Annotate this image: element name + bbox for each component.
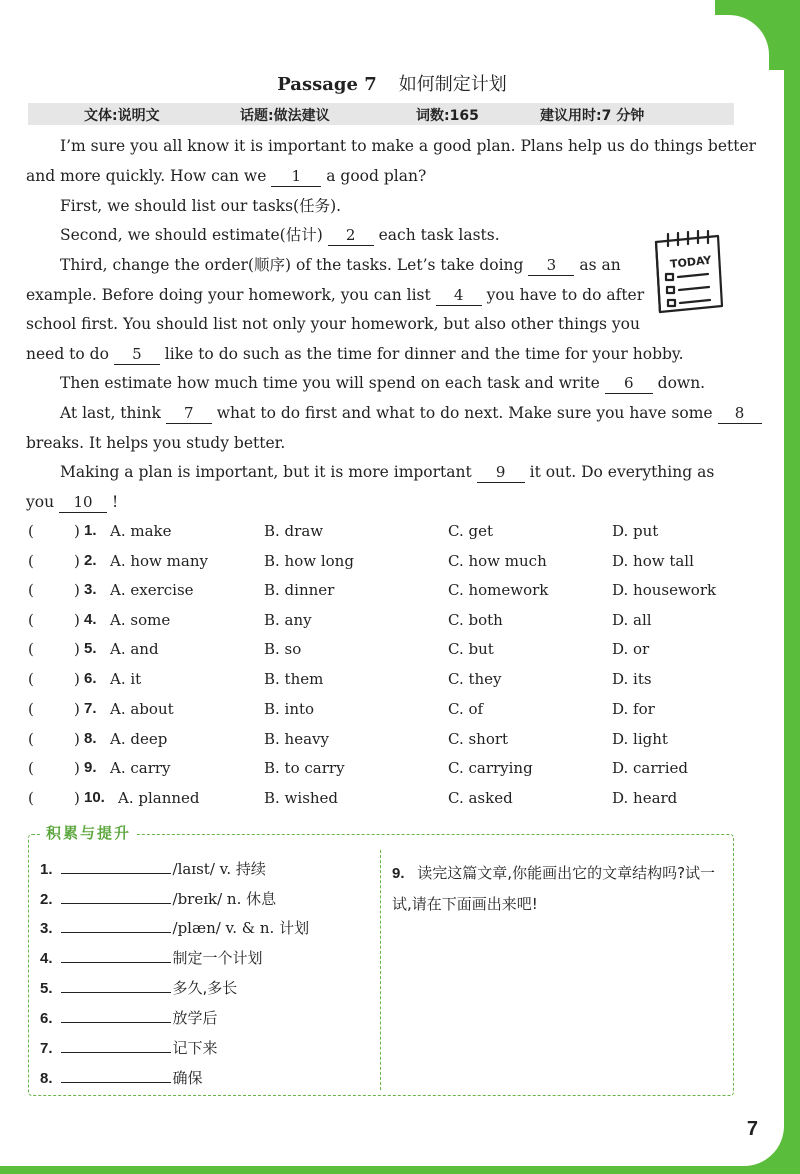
vocab-answer-blank[interactable] <box>61 1008 171 1023</box>
passage-line: breaks. It helps you study better. <box>26 434 286 452</box>
question-number: 5. <box>84 640 97 657</box>
vocab-prompt: 多久,多长 <box>172 979 238 997</box>
answer-paren-right: ) <box>74 670 80 688</box>
passage-line: First, we should list our tasks(任务). <box>60 197 342 215</box>
answer-paren-left[interactable]: ( <box>28 552 34 570</box>
option-d[interactable]: D. carried <box>612 759 688 777</box>
answer-paren-right: ) <box>74 581 80 599</box>
option-d[interactable]: D. or <box>612 640 650 658</box>
question-row <box>0 730 784 752</box>
vocab-row <box>40 1007 218 1028</box>
vocab-prompt: 记下来 <box>172 1039 218 1057</box>
question-number: 3. <box>84 581 97 598</box>
passage-line: you 10 ! <box>26 493 119 511</box>
question-number: 6. <box>84 670 97 687</box>
passage-number: Passage 7 <box>277 74 377 95</box>
question-number: 1. <box>84 522 97 539</box>
info-genre: 文体:说明文 <box>84 108 160 124</box>
answer-paren-left[interactable]: ( <box>28 730 34 748</box>
vocab-number: 7. <box>40 1040 53 1057</box>
question-row <box>0 522 784 544</box>
answer-paren-right: ) <box>74 611 80 629</box>
question-number: 4. <box>84 611 97 628</box>
question-row <box>0 759 784 781</box>
structure-question-number: 9. <box>392 865 405 882</box>
notepad-label: TODAY <box>669 253 713 271</box>
vocab-answer-blank[interactable] <box>61 1038 171 1053</box>
question-number: 7. <box>84 700 97 717</box>
option-b[interactable]: B. any <box>264 611 312 629</box>
blank-1: 1 <box>271 166 321 187</box>
blank-7: 7 <box>166 403 212 424</box>
option-b[interactable]: B. to carry <box>264 759 345 777</box>
passage-line: Third, change the order(顺序) of the tasks. Let’s take doing 3 as an <box>60 256 621 274</box>
vocab-row <box>40 1067 203 1088</box>
vocab-answer-blank[interactable] <box>61 978 171 993</box>
vocab-number: 6. <box>40 1010 53 1027</box>
question-row <box>0 640 784 662</box>
vocab-answer-blank[interactable] <box>61 859 171 874</box>
vocab-prompt: /laɪst/ v. 持续 <box>172 860 266 878</box>
option-c[interactable]: C. carrying <box>448 759 533 777</box>
vocab-row <box>40 947 263 968</box>
passage-line: Then estimate how much time you will spend on each task and write 6 down. <box>60 374 706 392</box>
option-d[interactable]: D. how tall <box>612 552 694 570</box>
page-number: 7 <box>746 1118 758 1140</box>
option-c[interactable]: C. how much <box>448 552 547 570</box>
vocab-number: 2. <box>40 891 53 908</box>
option-b[interactable]: B. them <box>264 670 324 688</box>
answer-paren-left[interactable]: ( <box>28 640 34 658</box>
answer-paren-right: ) <box>74 552 80 570</box>
option-c[interactable]: C. but <box>448 640 494 658</box>
info-bar <box>28 103 734 125</box>
vocab-number: 5. <box>40 980 53 997</box>
vocab-answer-blank[interactable] <box>61 948 171 963</box>
vocab-prompt: /plæn/ v. & n. 计划 <box>172 919 310 937</box>
blank-3: 3 <box>528 255 574 276</box>
question-row <box>0 789 784 811</box>
info-topic: 话题:做法建议 <box>240 108 330 124</box>
page-corner-decoration <box>715 0 784 70</box>
vocab-row <box>40 858 266 879</box>
vocab-prompt: 确保 <box>172 1069 203 1087</box>
option-a[interactable]: A. carry <box>110 759 171 777</box>
answer-paren-left[interactable]: ( <box>28 522 34 540</box>
answer-paren-right: ) <box>74 640 80 658</box>
vocab-answer-blank[interactable] <box>61 1068 171 1083</box>
question-number: 2. <box>84 552 97 569</box>
structure-question-text: 读完这篇文章,你能画出它的文章结构吗?试一试,请在下面画出来吧! <box>392 864 716 913</box>
blank-9: 9 <box>477 462 525 483</box>
vocab-prompt: /breɪk/ n. 休息 <box>172 890 277 908</box>
answer-paren-left[interactable]: ( <box>28 670 34 688</box>
vocab-answer-blank[interactable] <box>61 918 171 933</box>
option-a[interactable]: A. deep <box>110 730 168 748</box>
passage-line: At last, think 7 what to do first and what to do next. Make sure you have some 8 <box>60 403 762 424</box>
option-d[interactable]: D. for <box>612 700 655 718</box>
option-c[interactable]: C. asked <box>448 789 513 807</box>
passage-line: need to do 5 like to do such as the time for dinner and the time for your hobby. <box>26 345 684 363</box>
option-b[interactable]: B. heavy <box>264 730 329 748</box>
structure-question <box>392 858 726 919</box>
question-number: 9. <box>84 759 97 776</box>
vocab-row <box>40 977 237 998</box>
notepad-icon <box>648 230 726 314</box>
question-row <box>0 700 784 722</box>
passage-line: example. Before doing your homework, you can list 4 you have to do after <box>26 286 645 304</box>
answer-paren-left[interactable]: ( <box>28 789 34 807</box>
option-d[interactable]: D. housework <box>612 581 717 599</box>
accumulation-title: 积累与提升 <box>40 822 137 843</box>
vocab-number: 8. <box>40 1070 53 1087</box>
answer-paren-left[interactable]: ( <box>28 700 34 718</box>
passage-title-cn: 如何制定计划 <box>398 74 507 95</box>
vocab-row <box>40 1037 218 1058</box>
option-b[interactable]: B. draw <box>264 522 324 540</box>
answer-paren-left[interactable]: ( <box>28 611 34 629</box>
option-d[interactable]: D. all <box>612 611 652 629</box>
option-b[interactable]: B. dinner <box>264 581 335 599</box>
option-c[interactable]: C. short <box>448 730 509 748</box>
page-title <box>0 70 784 96</box>
vocab-prompt: 放学后 <box>172 1009 218 1027</box>
answer-paren-right: ) <box>74 759 80 777</box>
vocab-number: 3. <box>40 920 53 937</box>
option-a[interactable]: A. exercise <box>110 581 194 599</box>
vocab-row <box>40 888 276 909</box>
option-a[interactable]: A. make <box>110 522 172 540</box>
question-number: 8. <box>84 730 97 747</box>
vocab-answer-blank[interactable] <box>61 889 171 904</box>
option-c[interactable]: C. they <box>448 670 502 688</box>
option-d[interactable]: D. put <box>612 522 659 540</box>
option-d[interactable]: D. light <box>612 730 668 748</box>
passage-line: school first. You should list not only your homework, but also other things you <box>26 315 640 333</box>
option-d[interactable]: D. heard <box>612 789 678 807</box>
passage-line: Making a plan is important, but it is more important 9 it out. Do everything as <box>60 463 715 481</box>
answer-paren-left[interactable]: ( <box>28 759 34 777</box>
answer-paren-right: ) <box>74 789 80 807</box>
question-number: 10. <box>84 789 105 806</box>
option-b[interactable]: B. into <box>264 700 315 718</box>
blank-2: 2 <box>328 225 374 246</box>
option-c[interactable]: C. of <box>448 700 484 718</box>
blank-5: 5 <box>114 344 160 365</box>
option-a[interactable]: A. about <box>110 700 174 718</box>
info-suggested-time: 建议用时:7 分钟 <box>540 108 645 124</box>
vocab-prompt: 制定一个计划 <box>172 949 263 967</box>
question-row <box>0 581 784 603</box>
vocab-number: 4. <box>40 950 53 967</box>
vocab-row <box>40 917 309 938</box>
answer-paren-right: ) <box>74 700 80 718</box>
question-row <box>0 611 784 633</box>
passage-line: I’m sure you all know it is important to make a good plan. Plans help us do things better <box>60 137 757 155</box>
option-c[interactable]: C. both <box>448 611 503 629</box>
option-a[interactable]: A. it <box>110 670 142 688</box>
passage-line: and more quickly. How can we 1 a good plan? <box>26 167 427 185</box>
vocab-number: 1. <box>40 861 53 878</box>
accumulation-divider <box>380 850 381 1090</box>
blank-4: 4 <box>436 285 482 306</box>
option-c[interactable]: C. homework <box>448 581 549 599</box>
passage-line: Second, we should estimate(估计) 2 each task lasts. <box>60 226 500 244</box>
option-d[interactable]: D. its <box>612 670 652 688</box>
option-c[interactable]: C. get <box>448 522 493 540</box>
option-a[interactable]: A. some <box>110 611 171 629</box>
answer-paren-right: ) <box>74 522 80 540</box>
blank-10: 10 <box>59 492 107 513</box>
info-word-count: 词数:165 <box>416 108 479 124</box>
answer-paren-left[interactable]: ( <box>28 581 34 599</box>
option-a[interactable]: A. planned <box>118 789 200 807</box>
option-b[interactable]: B. how long <box>264 552 354 570</box>
answer-paren-right: ) <box>74 730 80 748</box>
blank-6: 6 <box>605 373 653 394</box>
option-a[interactable]: A. how many <box>110 552 208 570</box>
question-row <box>0 552 784 574</box>
option-a[interactable]: A. and <box>110 640 159 658</box>
blank-8: 8 <box>718 403 762 424</box>
question-row <box>0 670 784 692</box>
option-b[interactable]: B. so <box>264 640 302 658</box>
option-b[interactable]: B. wished <box>264 789 339 807</box>
